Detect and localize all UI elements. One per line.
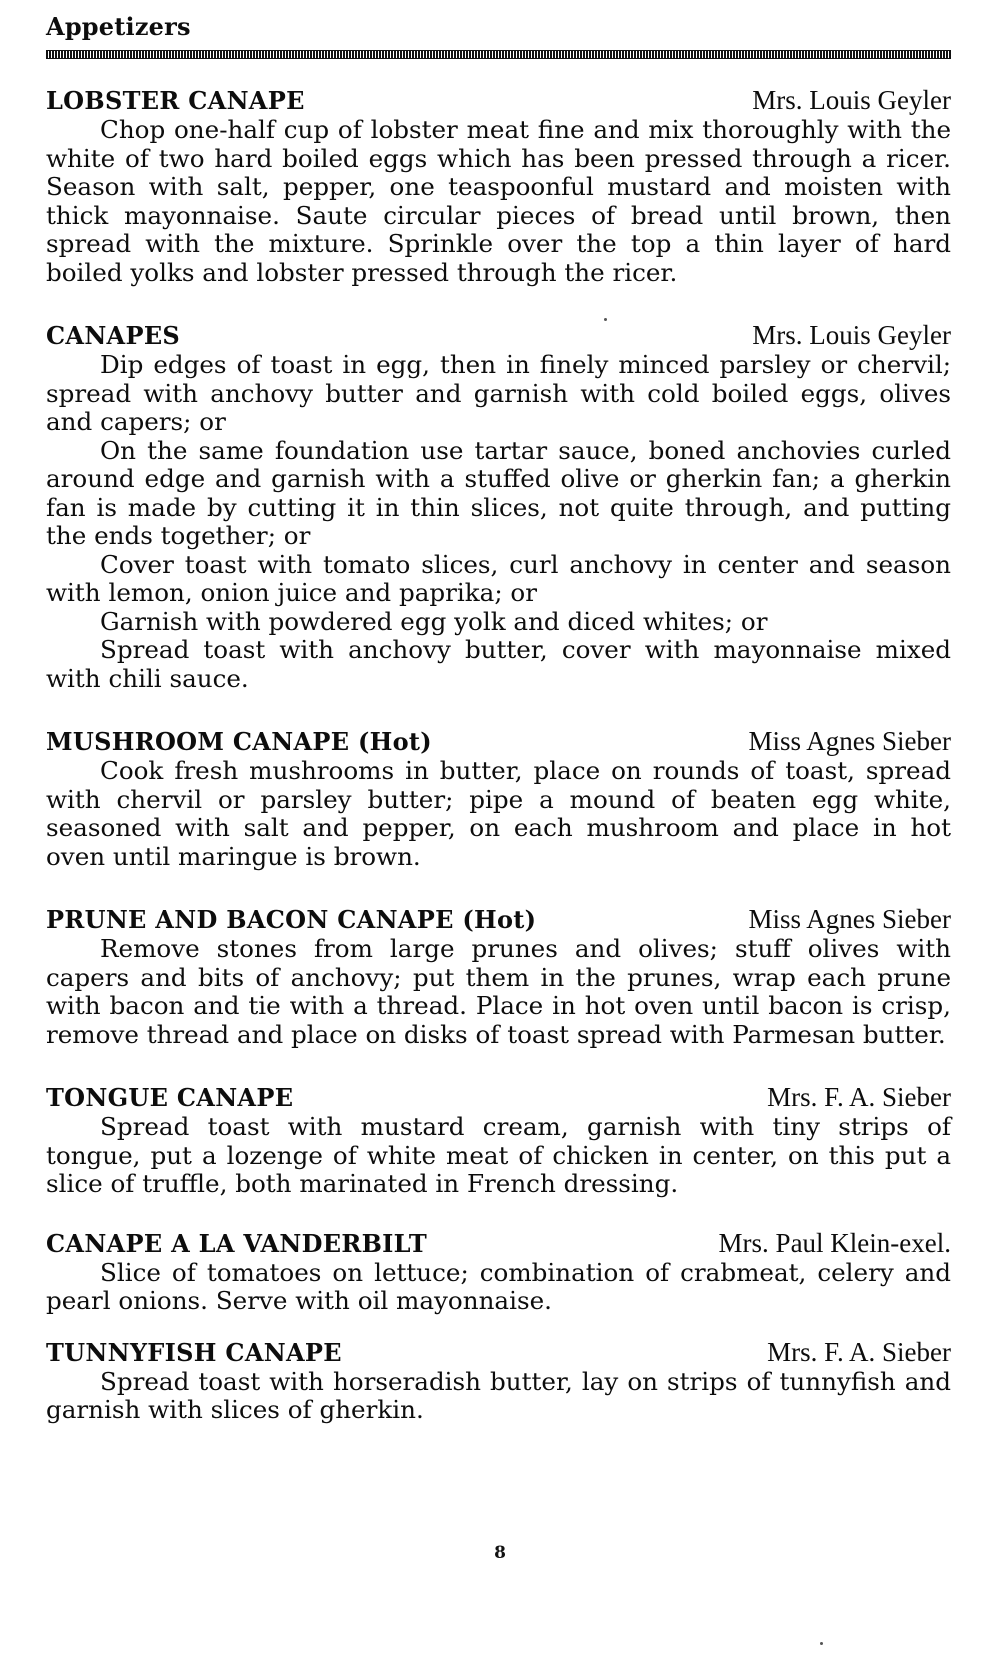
recipe-paragraph: Cook fresh mushrooms in butter, place on rounds of toast, spread with chervil or parsley butter; pipe a mound of beaten egg white, seasoned with salt and pepper, on each mushroom and place in hot oven until maringue is brown. (46, 756, 951, 871)
recipe-prune-bacon-canape (46, 905, 951, 1049)
cookbook-page (46, 12, 951, 1425)
section-title: Appetizers (46, 12, 191, 41)
recipe-author: Miss Agnes Sieber (748, 904, 951, 934)
recipe-paragraph: On the same foundation use tartar sauce, boned anchovies curled around edge and garnish with a stuffed olive or gherkin fan; a gherkin fan is made by cutting it in thin slices, not quite through, and putting the ends together; or (46, 435, 951, 550)
page-number: 8 (494, 1543, 506, 1563)
recipe-paragraph: Cover toast with tomato slices, curl anchovy in center and season with lemon, onion juice and paprika; or (46, 549, 951, 607)
recipe-canape-vanderbilt (46, 1229, 951, 1316)
recipe-author: Mrs. F. A. Sieber (767, 1082, 951, 1112)
recipe-lobster-canape (46, 86, 951, 287)
recipe-paragraph: Dip edges of toast in egg, then in finely minced parsley or chervil; spread with anchovy butter and garnish with cold boiled eggs, olives and capers; or (46, 350, 951, 436)
recipe-header (46, 1338, 951, 1368)
recipe-paragraph: Remove stones from large prunes and olives; stuff olives with capers and bits of anchovy; put them in the prunes, wrap each prune with bacon and tie with a thread. Place in hot oven until bacon is crisp, remove thread and place on disks of toast spread with Parmesan butter. (46, 934, 951, 1049)
recipe-title: TONGUE CANAPE (46, 1083, 294, 1112)
recipe-author: Miss Agnes Sieber (748, 726, 951, 756)
print-speck (820, 1642, 823, 1645)
recipe-paragraph: Spread toast with mustard cream, garnish with tiny strips of tongue, put a lozenge of white meat of chicken in center, on this put a slice of truffle, both marinated in French dressing. (46, 1112, 951, 1198)
recipe-tunnyfish-canape (46, 1338, 951, 1425)
recipe-title: TUNNYFISH CANAPE (46, 1337, 342, 1367)
recipe-title: MUSHROOM CANAPE (Hot) (46, 727, 432, 756)
recipe-header (46, 86, 951, 116)
recipe-author: Mrs. Louis Geyler (752, 85, 951, 115)
recipe-paragraph: Slice of tomatoes on lettuce; combination of crabmeat, celery and pearl onions. Serve with oil mayonnaise. (46, 1257, 951, 1315)
recipe-header (46, 1229, 951, 1259)
recipe-canapes (46, 321, 951, 693)
recipe-title: CANAPES (46, 321, 181, 350)
recipe-title: LOBSTER CANAPE (46, 86, 305, 115)
recipe-header (46, 905, 951, 935)
recipe-title: PRUNE AND BACON CANAPE (Hot) (46, 905, 537, 934)
recipe-author: Mrs. F. A. Sieber (767, 1336, 951, 1367)
recipe-header (46, 1083, 951, 1113)
recipe-title: CANAPE A LA VANDERBILT (46, 1228, 428, 1258)
recipe-author: Mrs. Paul Klein-exel. (718, 1227, 951, 1258)
recipe-header (46, 727, 951, 757)
print-speck (604, 318, 607, 321)
decorative-rule (46, 50, 951, 59)
recipe-author: Mrs. Louis Geyler (752, 320, 951, 350)
recipe-mushroom-canape (46, 727, 951, 871)
recipe-paragraph: Spread toast with horseradish butter, lay on strips of tunnyfish and garnish with slices of gherkin. (46, 1366, 951, 1424)
recipe-paragraph: Garnish with powdered egg yolk and diced whites; or (100, 606, 768, 636)
recipe-paragraph: Chop one-half cup of lobster meat fine and mix thoroughly with the white of two hard boiled eggs which has been pressed through a ricer. Season with salt, pepper, one teaspoonful mustard and moisten with thick mayonnaise. Saute circular pieces of bread until brown, then spread with the mixture. Sprinkle over the top a thin layer of hard boiled yolks and lobster pressed through the ricer. (46, 115, 951, 287)
recipe-paragraph: Spread toast with anchovy butter, cover with mayonnaise mixed with chili sauce. (46, 635, 951, 693)
recipe-tongue-canape (46, 1083, 951, 1199)
recipe-header (46, 321, 951, 351)
